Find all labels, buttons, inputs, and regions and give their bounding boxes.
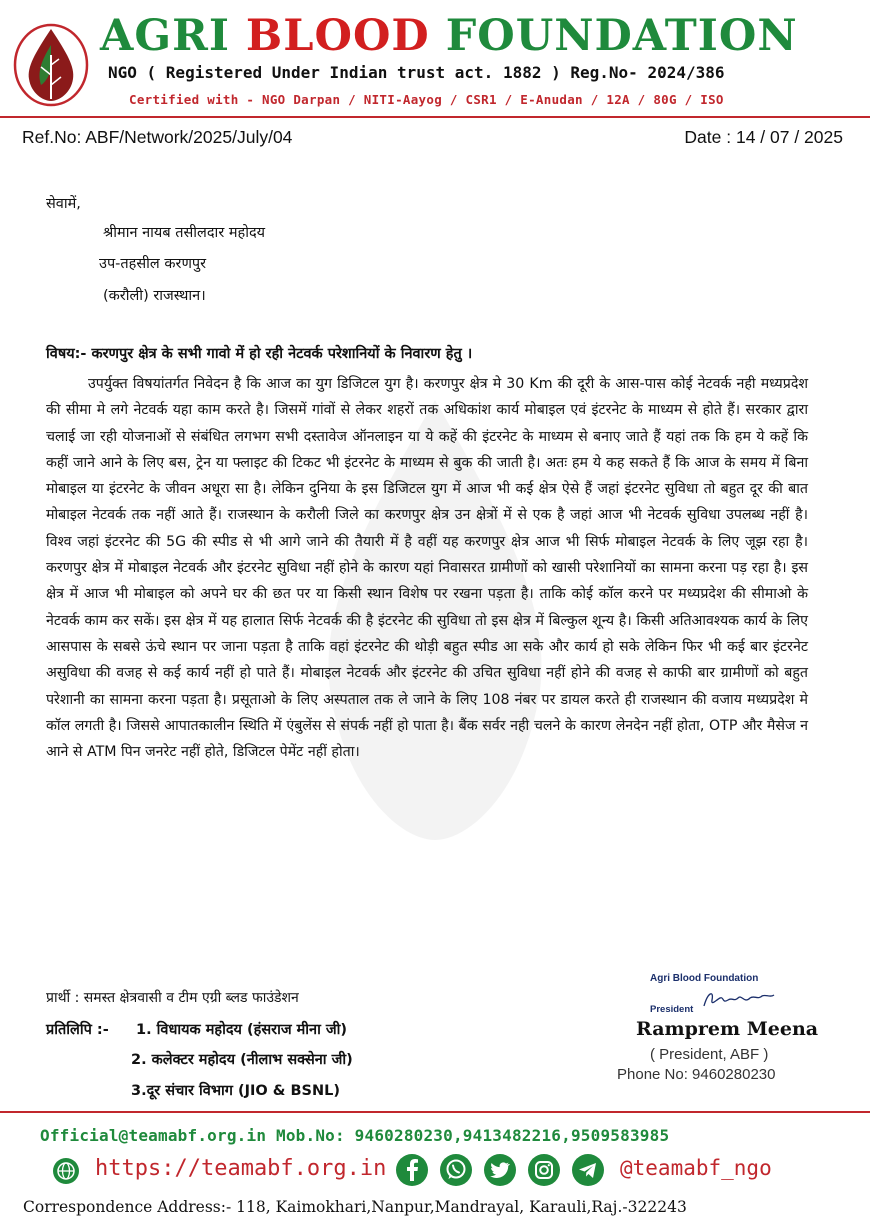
stamp-organization: Agri Blood Foundation [650, 973, 759, 984]
facebook-icon[interactable] [395, 1153, 429, 1187]
applicant-line: प्रार्थी : समस्त क्षेत्रवासी व टीम एग्री ब्लड फाउंडेशन [46, 990, 299, 1006]
registration-line: NGO ( Registered Under Indian trust act. 1882 ) Reg.No- 2024/386 [108, 63, 725, 82]
copy-item-1: 1. विधायक महोदय (हंसराज मीना जी) [136, 1022, 348, 1038]
salutation: सेवामें, [46, 196, 81, 212]
letter-subject: विषय:- करणपुर क्षेत्र के सभी गावो में हो रही नेटवर्क परेशानियों के निवारण हेतु । [46, 346, 473, 362]
header-divider [0, 116, 870, 118]
email-mobile-line: Official@teamabf.org.in Mob.No: 9460280230,9413482216,9509583985 [40, 1126, 670, 1145]
telegram-icon[interactable] [571, 1153, 605, 1187]
footer-divider [0, 1111, 870, 1113]
addressee-line-3: (करौली) राजस्थान। [103, 288, 206, 304]
copy-item-2: 2. कलेक्टर महोदय (नीलाभ सक्सेना जी) [131, 1052, 353, 1068]
correspondence-address: Correspondence Address:- 118, Kaimokhari,Nanpur,Mandrayal, Karauli,Raj.-322243 [23, 1198, 687, 1216]
globe-icon [52, 1157, 80, 1185]
org-name-part1: AGRI [100, 11, 230, 61]
logo-drop-leaf-icon [13, 15, 89, 107]
org-name-part2: BLOOD [245, 11, 430, 61]
reference-number: Ref.No: ABF/Network/2025/July/04 [22, 127, 293, 147]
letter-body: उपर्युक्त विषयांतर्गत निवेदन है कि आज का युग डिजिटल युग है। करणपुर क्षेत्र मे 30 Km की दूरी के आस-पास कोई नेटवर्क नही मध्यप्रदेश की सीमा मे लगे नेटवर्क यहा काम करते है। जिसमें गांवों से लेकर शहरों तक अधिकांश कार्य मोबाइल एवं इंटरनेट के माध्यम से होते हैं। सरकार द्वारा चलाई जा रही योजनाओं से संबंधित लगभग सभी दस्तावेज ऑनलाइन या ये कहें की इंटरनेट के माध्यम से बनाए जाते हैं यहां तक कि हम ये कहें कि कहीं जाने आने के लिए बस, ट्रेन या फ्लाइट की टिकट भी इंटरनेट के माध्यम से बुक की जाती है। अतः हम ये कह सकते हैं कि आज के समय में बिना मोबाइल या इंटरनेट के जीवन अधूरा सा है। लेकिन दुनिया के इस डिजिटल युग में आज भी कई क्षेत्र ऐसे हैं जहां इंटरनेट सुविधा तो बहुत दूर की बात मोबाइल नेटवर्क तक नहीं आते हैं। राजस्थान के करौली जिले का करणपुर क्षेत्र उन क्षेत्रों में से एक है जहां आज भी नेटवर्क सुविधा उपलब्ध नहीं है। विश्व जहां इंटरनेट की 5G की स्पीड से भी आगे जाने की तैयारी में है वहीं यह करणपुर क्षेत्र आज भी सिर्फ मोबाइल नेटवर्क के लिए जूझ रहा है। करणपुर क्षेत्र में मोबाइल नेटवर्क और इंटरनेट सुविधा नहीं होने के कारण यहां निवासरत ग्रामीणों को खासी परेशानियों का सामना करना पड़ रहा है। इस क्षेत्र में आज भी मोबाइल को अपने घर की छत पर या किसी स्थान विशेष पर रखना पड़ता है। ताकि कोई कॉल करने पर मध्यप्रदेश की सीमाओ के नेटवर्क काम कर सकें। इस क्षेत्र में यह हालात सिर्फ नेटवर्क की है इंटरनेट की सुविधा तो इस क्षेत्र में बिल्कुल शून्य है। किसी अतिआवश्यक कार्य के लिए आसपास के सबसे ऊंचे स्थान पर जाना पड़ता है ताकि वहां इंटरनेट की थोड़ी बहुत स्पीड आ सके और कार्य हो सके लेकिन फिर भी कई बार इंटरनेट असुविधा की वजह से कई कार्य नहीं हो पाते हैं। मोबाइल नेटवर्क और इंटरनेट की उचित सुविधा नहीं होने की वजह से काफी बार ग्रामीणों को बहुत परेशानी का सामना करना पड़ता है। प्रसूताओ के लिए अस्पताल तक ले जाने के लिए 108 नंबर पर डायल करते ही राजस्थान की वजाय मध्यप्रदेश मे कॉल लगती है। जिससे आपातकालीन स्थिति में एंबुलेंस से संपर्क नहीं हो पाता है। बैंक सर्वर नही चलने के कारण लेनदेन नहीं होता, OTP और मैसेज न आने से ATM पिन जनरेट नहीं होते, डिजिटल पेमेंट नहीं होता। [46, 376, 808, 761]
whatsapp-icon[interactable] [439, 1153, 473, 1187]
signatory-name: Ramprem Meena [636, 1018, 819, 1040]
signatory-phone: Phone No: 9460280230 [617, 1066, 776, 1083]
social-handle[interactable]: @teamabf_ngo [620, 1156, 772, 1180]
instagram-icon[interactable] [527, 1153, 561, 1187]
copy-label: प्रतिलिपि :- [46, 1022, 109, 1038]
addressee-line-1: श्रीमान नायब तसीलदार महोदय [103, 225, 266, 241]
signatory-role: ( President, ABF ) [650, 1046, 769, 1063]
addressee-line-2: उप-तहसील करणपुर [99, 256, 207, 272]
organization-name [100, 10, 860, 62]
org-name-part3: FOUNDATION [445, 11, 798, 61]
twitter-icon[interactable] [483, 1153, 517, 1187]
certification-line: Certified with - NGO Darpan / NITI-Aayog / CSR1 / E-Anudan / 12A / 80G / ISO [129, 92, 724, 107]
website-link[interactable]: https://teamabf.org.in [95, 1156, 387, 1181]
stamp-role: President [650, 1004, 694, 1015]
copy-item-3: 3.दूर संचार विभाग (JIO & BSNL) [131, 1083, 340, 1099]
handwritten-signature [700, 986, 780, 1012]
letter-date: Date : 14 / 07 / 2025 [684, 127, 843, 147]
